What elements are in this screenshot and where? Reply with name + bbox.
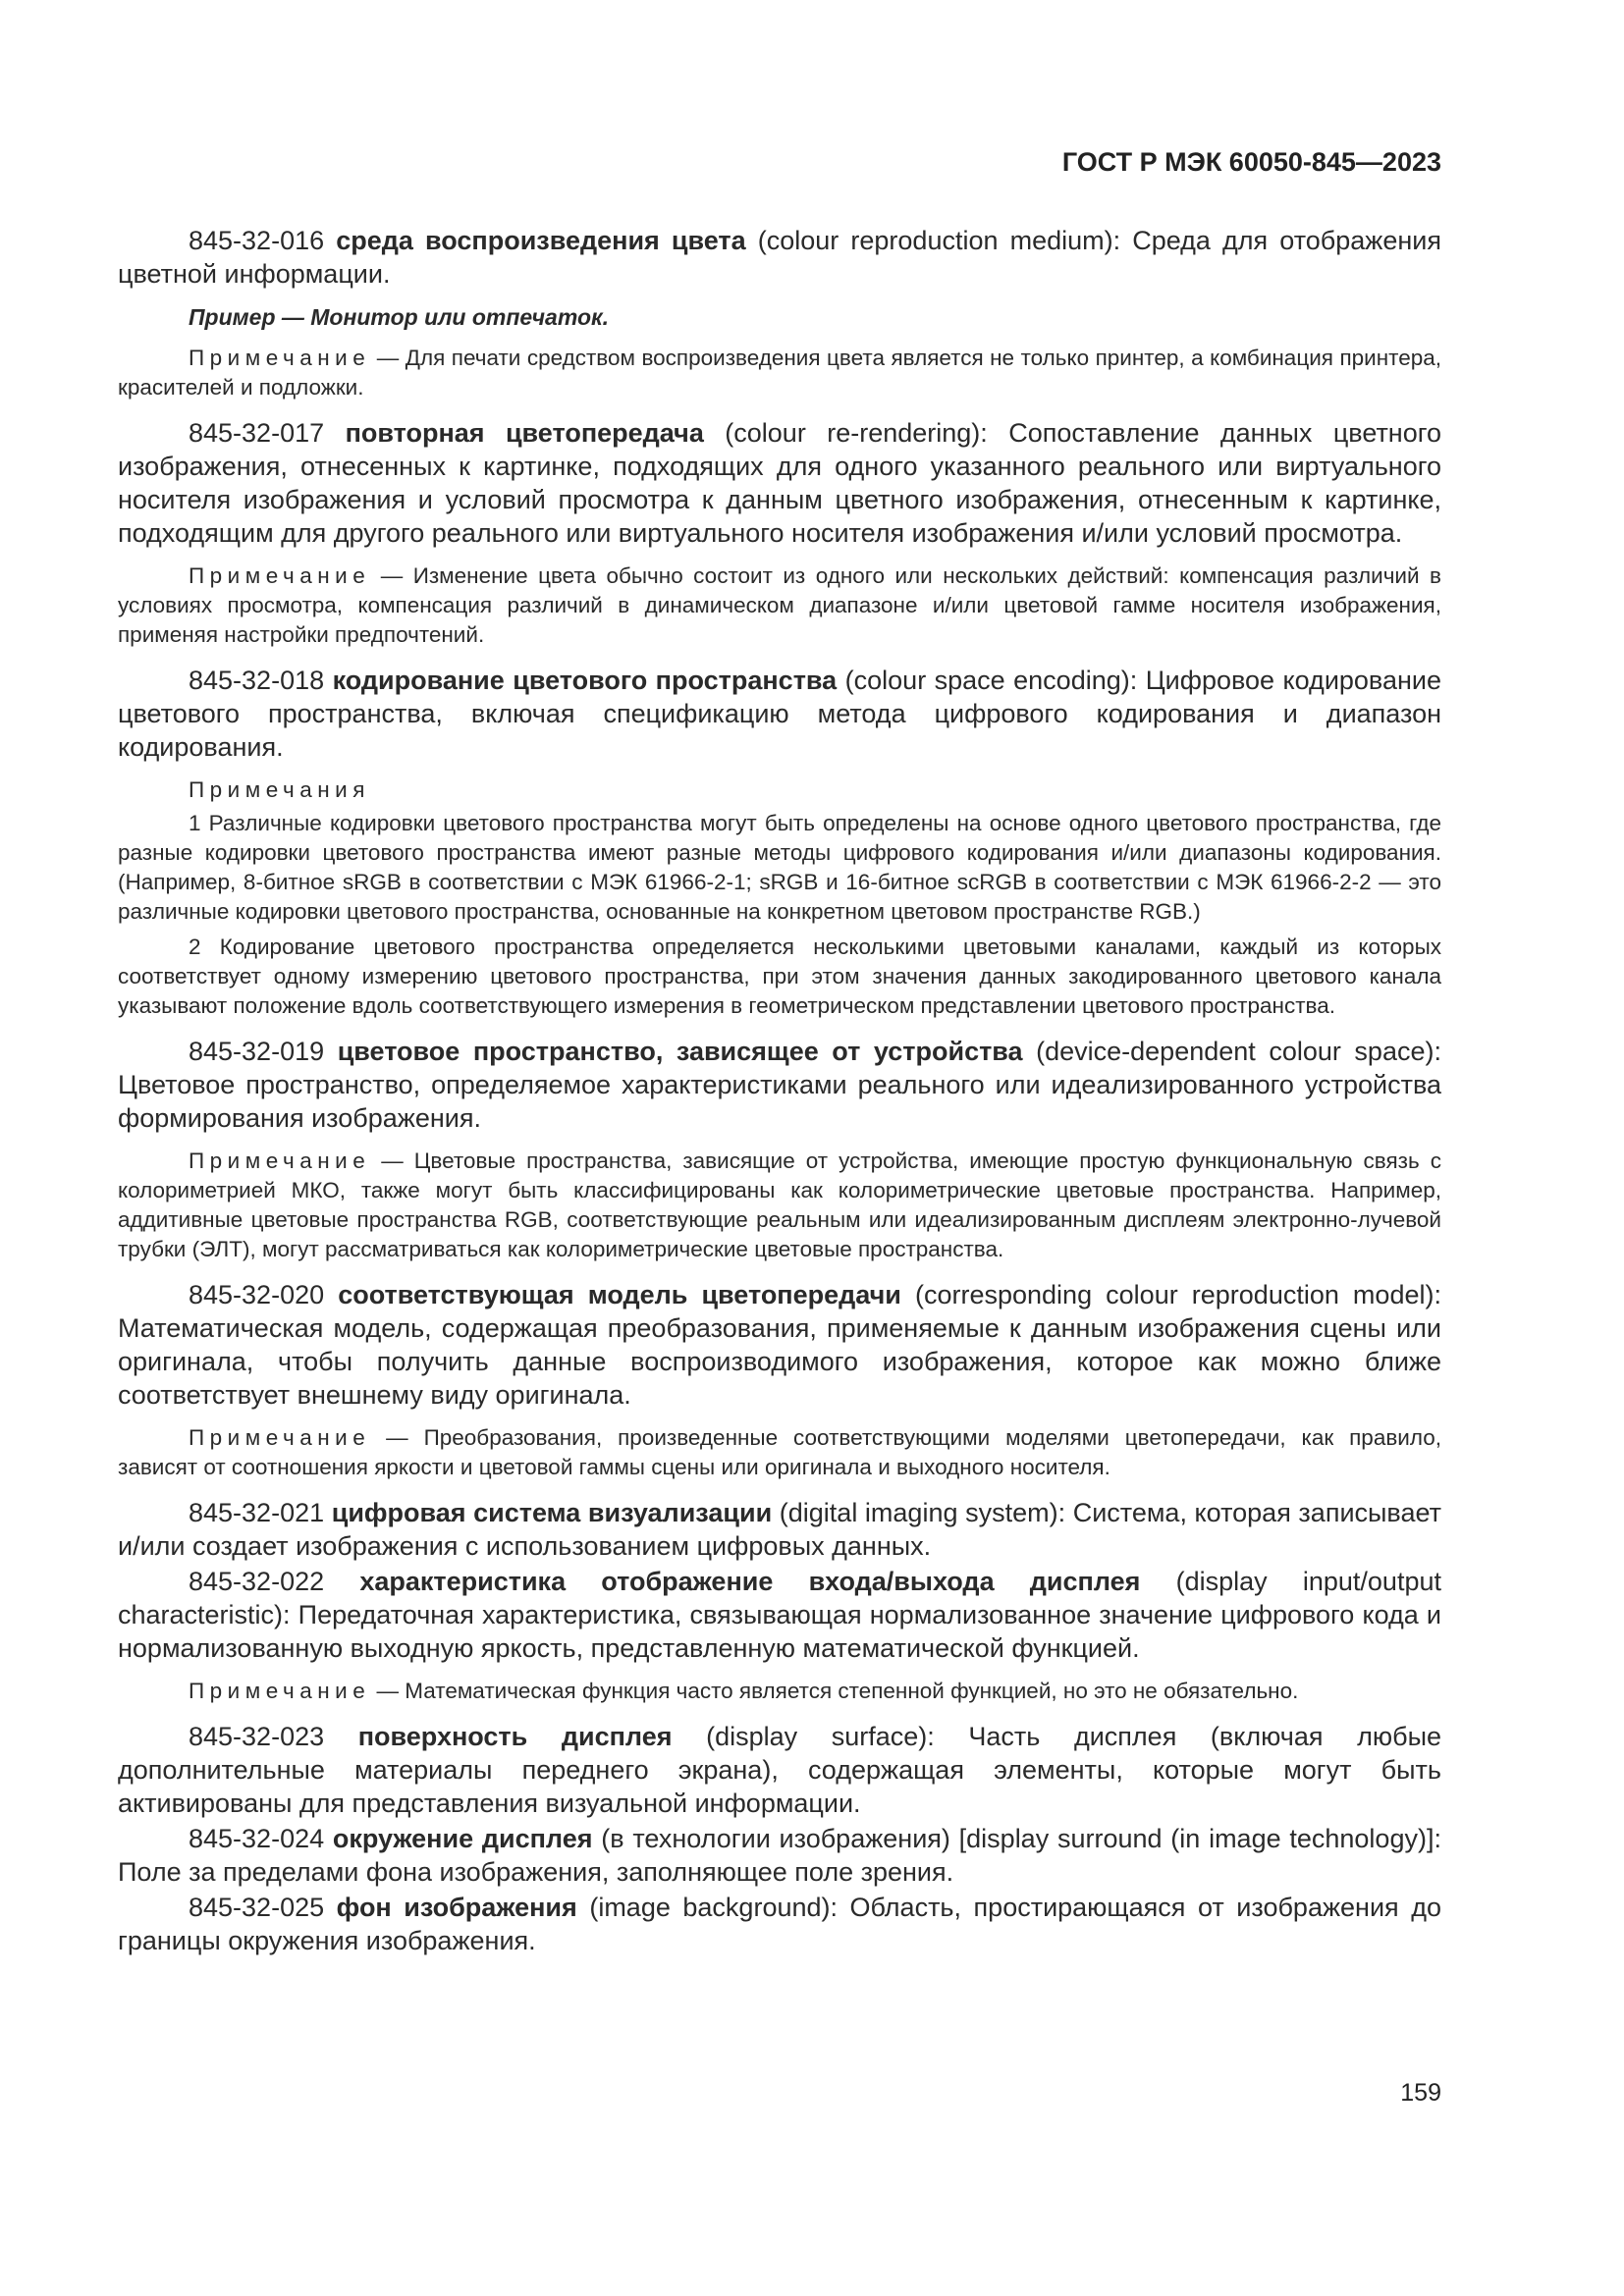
term-entry-025	[118, 1891, 1441, 1957]
term-number: 845-32-018	[189, 666, 325, 695]
term-name: соответствующая модель цветопередачи	[338, 1280, 901, 1309]
term-definition: (display surface): Часть дисплея (включая любые дополнительные материалы переднего экрана), содержащая элементы, которые могут быть активированы для представления визуальной информации.	[118, 1722, 1441, 1818]
term-name: цифровая система визуализации	[331, 1498, 773, 1527]
term-definition: (device-dependent colour space): Цветовое пространство, определяемое характеристиками реального или идеализированного устройства формирования изображения.	[118, 1037, 1441, 1133]
notes-heading: Примечания	[189, 777, 370, 802]
note-1: 1 Различные кодировки цветового пространства могут быть определены на основе одного цветового пространства, где разные кодировки цветового пространства имеют разные методы цифрового кодирования и/или диапазоны кодирования. (Например, 8-битное sRGB в соответствии с МЭК 61966-2-1; sRGB и 16-битное scRGB в соответствии с МЭК 61966-2-2 — это различные кодировки цветового пространства, основанные на конкретном цветовом пространстве RGB.)	[118, 811, 1441, 924]
example: Пример — Монитор или отпечаток.	[189, 304, 610, 330]
term-number: 845-32-020	[189, 1280, 325, 1309]
term-definition: (display input/output characteristic): Передаточная характеристика, связывающая нормализованное значение цифрового кода и нормализованную выходную яркость, представленную математической функцией.	[118, 1567, 1441, 1663]
note-label: Примечание	[189, 1425, 371, 1450]
term-entry-019	[118, 1035, 1441, 1135]
term-name: окружение дисплея	[332, 1824, 593, 1853]
note	[118, 1147, 1441, 1264]
term-number: 845-32-024	[189, 1824, 325, 1853]
term-number: 845-32-017	[189, 418, 325, 448]
term-definition: (в технологии изображения) [display surround (in image technology)]: Поле за пределами фона изображения, заполняющее поле зрения.	[118, 1824, 1441, 1887]
note-text: — Цветовые пространства, зависящие от устройства, имеющие простую функциональную связь с колориметрией МКО, также могут быть классифицированы как колориметрические цветовые пространства. Например, аддитивные цветовые пространства RGB, соответствующие реальным или идеализированным дисплеям электронно-лучевой трубки (ЭЛТ), могут рассматриваться как колориметрические цветовые пространства.	[118, 1148, 1441, 1261]
term-name: фон изображения	[336, 1893, 577, 1922]
term-definition: (digital imaging system): Система, которая записывает и/или создает изображения с использованием цифровых данных.	[118, 1498, 1441, 1561]
term-number: 845-32-016	[189, 226, 325, 255]
note-2: 2 Кодирование цветового пространства определяется несколькими цветовыми каналами, каждый из которых соответствует одному измерению цветового пространства, при этом значения данных закодированного цветового канала указывают положение вдоль соответствующего измерения в геометрическом представлении цветового пространства.	[118, 934, 1441, 1018]
term-number: 845-32-023	[189, 1722, 325, 1751]
note-text: — Преобразования, произведенные соответствующими моделями цветопередачи, как правило, зависят от соотношения яркости и цветовой гаммы сцены или оригинала и выходного носителя.	[118, 1425, 1441, 1479]
note-text: — Изменение цвета обычно состоит из одного или нескольких действий: компенсация различий в условиях просмотра, компенсация различий в динамическом диапазоне и/или цветовой гамме носителя изображения, применяя настройки предпочтений.	[118, 563, 1441, 647]
note-label: Примечание	[189, 1148, 371, 1173]
note	[118, 1423, 1441, 1482]
note-label: Примечание	[189, 346, 371, 370]
term-entry-024	[118, 1822, 1441, 1889]
note-text: — Для печати средством воспроизведения цвета является не только принтер, а комбинация принтера, красителей и подложки.	[118, 346, 1441, 400]
term-definition: (colour re-rendering): Сопоставление данных цветного изображения, отнесенных к картинке, подходящих для одного указанного реального или виртуального носителя изображения и условий просмотра к данным цветного изображения, отнесенным к картинке, подходящим для другого реального или виртуального носителя изображения и/или условий просмотра.	[118, 418, 1442, 548]
term-entry-018	[118, 664, 1441, 764]
standard-header: ГОСТ Р МЭК 60050-845—2023	[1061, 147, 1441, 177]
term-name: цветовое пространство, зависящее от устройства	[337, 1037, 1023, 1066]
page-number: 159	[1400, 2079, 1441, 2107]
term-name: кодирование цветового пространства	[332, 666, 838, 695]
note-label: Примечание	[189, 1679, 371, 1703]
term-entry-021	[118, 1496, 1441, 1563]
term-definition: (image background): Область, простирающаяся от изображения до границы окружения изображения.	[118, 1893, 1441, 1955]
term-entry-020	[118, 1278, 1441, 1412]
term-name: среда воспроизведения цвета	[336, 226, 746, 255]
term-definition: (colour space encoding): Цифровое кодирование цветового пространства, включая спецификацию метода цифрового кодирования и диапазон кодирования.	[118, 666, 1441, 762]
term-number: 845-32-019	[189, 1037, 325, 1066]
term-name: повторная цветопередача	[345, 418, 704, 448]
note-text: — Математическая функция часто является степенной функцией, но это не обязательно.	[376, 1679, 1299, 1703]
term-entry-022	[118, 1565, 1441, 1665]
term-number: 845-32-025	[189, 1893, 325, 1922]
term-entry-016	[118, 224, 1441, 291]
note	[118, 561, 1441, 650]
term-number: 845-32-021	[189, 1498, 325, 1527]
term-definition: (corresponding colour reproduction model): Математическая модель, содержащая преобразования, применяемые к данным изображения сцены или оригинала, чтобы получить данные воспроизводимого изображения, которое как можно ближе соответствует внешнему виду оригинала.	[118, 1280, 1441, 1410]
term-number: 845-32-022	[189, 1567, 325, 1596]
term-entry-017	[118, 416, 1441, 550]
term-definition: (colour reproduction medium): Среда для отображения цветной информации.	[118, 226, 1441, 289]
term-name: характеристика отображение входа/выхода дисплея	[359, 1567, 1141, 1596]
document-body	[118, 224, 1441, 1959]
term-name: поверхность дисплея	[357, 1722, 673, 1751]
note-label: Примечание	[189, 563, 371, 588]
note	[118, 1677, 1441, 1706]
term-entry-023	[118, 1720, 1441, 1820]
note	[118, 344, 1441, 402]
